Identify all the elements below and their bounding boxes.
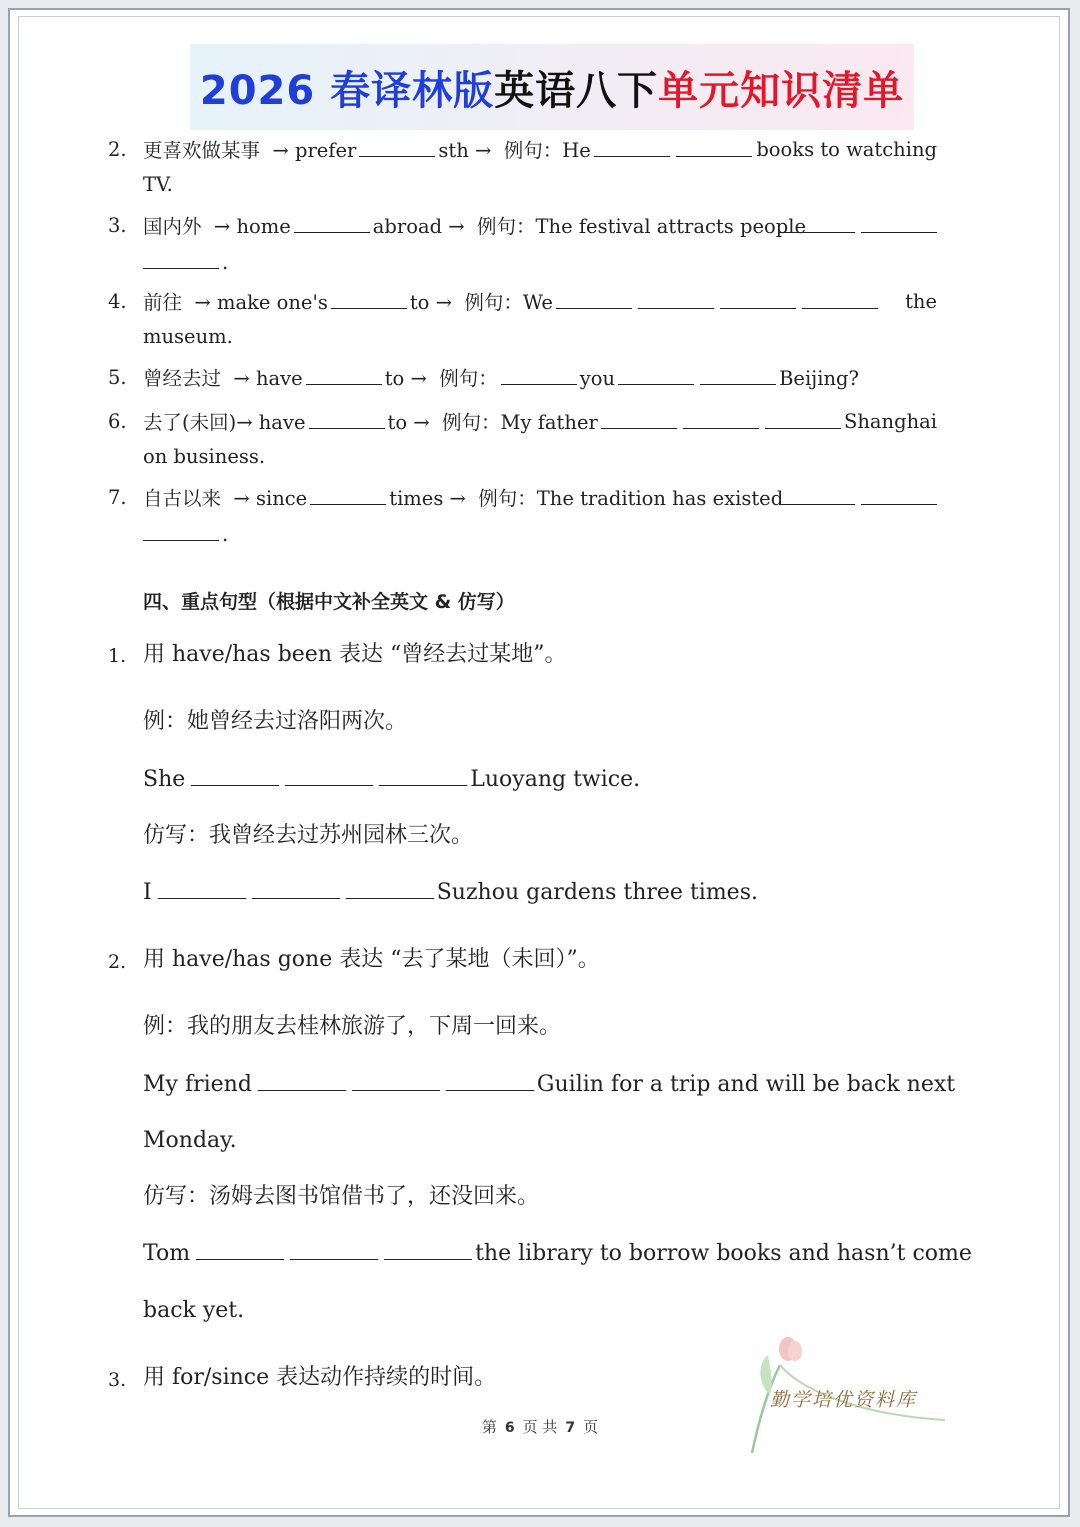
answer-blank[interactable] — [683, 410, 759, 429]
sentence-end: Luoyang twice. — [470, 767, 641, 792]
example-label: 例句： — [439, 367, 498, 390]
answer-blank[interactable] — [720, 290, 796, 309]
phrase-part: times → — [389, 487, 466, 510]
sentence-start: I — [143, 880, 152, 905]
phrase-part: books to watching — [756, 138, 937, 161]
example-label: 例句：My father — [442, 411, 598, 434]
imitation-en-continuation: back yet. — [143, 1298, 245, 1323]
answer-blank[interactable] — [446, 1072, 534, 1091]
item-number: 1. — [108, 645, 127, 667]
phrase-part: sth → — [438, 139, 492, 162]
answer-blank[interactable] — [331, 290, 407, 309]
answer-blank[interactable] — [779, 486, 855, 505]
phrase-number: 2. — [108, 138, 127, 161]
phrase-part: → make one's — [194, 291, 328, 314]
item-number: 3. — [108, 1369, 127, 1391]
phrase-part: → since — [233, 487, 308, 510]
phrase-part: abroad → — [372, 215, 465, 238]
page-number: 6 — [504, 1420, 515, 1436]
answer-blank[interactable] — [861, 486, 937, 505]
phrase-number: 7. — [108, 486, 127, 509]
answer-blank[interactable] — [700, 366, 776, 385]
item-number: 2. — [108, 951, 127, 973]
answer-blank[interactable] — [143, 250, 219, 269]
title-part-1: 2026 春译林版 — [199, 67, 495, 114]
imitation-cn: 仿写：汤姆去图书馆借书了，还没回来。 — [143, 1184, 540, 1209]
answer-blank[interactable] — [352, 1072, 440, 1091]
answer-blank[interactable] — [309, 410, 385, 429]
example-label: 例句：He — [503, 139, 591, 162]
phrase-cn: 去了(未回)→ have — [143, 411, 306, 434]
answer-blank[interactable] — [310, 486, 386, 505]
phrase-part: → home — [213, 215, 291, 238]
phrase-continuation: on business. — [143, 445, 266, 468]
item-title: 用 have/has been 表达 “曾经去过某地”。 — [143, 642, 567, 667]
answer-blank[interactable] — [765, 410, 841, 429]
phrase-part: Shanghai — [843, 410, 937, 433]
phrase-continuation — [143, 522, 228, 547]
page-border — [18, 16, 1060, 1509]
answer-blank[interactable] — [556, 290, 632, 309]
sentence-start: My friend — [143, 1072, 252, 1097]
phrase-part: to → — [409, 291, 452, 314]
example-en-continuation: Monday. — [143, 1128, 237, 1153]
answer-blank[interactable] — [379, 767, 467, 786]
example-en — [143, 1071, 955, 1099]
phrase-part: to → — [387, 411, 430, 434]
sentence-start: She — [143, 767, 186, 792]
phrase-part: the — [905, 290, 937, 313]
watermark-logo — [740, 1335, 950, 1455]
sentence-end: Guilin for a trip and will be back next — [536, 1072, 956, 1097]
item-title: 用 for/since 表达动作持续的时间。 — [143, 1365, 497, 1390]
answer-blank[interactable] — [346, 880, 434, 899]
page-footer — [0, 1416, 1080, 1437]
title-banner — [190, 44, 914, 130]
phrase-cn: 国内外 — [143, 215, 202, 238]
phrase-number: 5. — [108, 366, 127, 389]
phrase-cn: 自古以来 — [143, 487, 222, 510]
phrase-number: 3. — [108, 214, 127, 237]
example-label: 例句：We — [464, 291, 553, 314]
example-cn: 例：我的朋友去桂林旅游了，下周一回来。 — [143, 1014, 562, 1039]
answer-blank[interactable] — [384, 1241, 472, 1260]
answer-blank[interactable] — [802, 290, 878, 309]
answer-blank[interactable] — [191, 767, 279, 786]
section-heading: 四、重点句型（根据中文补全英文 & 仿写） — [143, 591, 515, 613]
phrase-line — [143, 138, 937, 163]
phrase-cn: 更喜欢做某事 — [143, 139, 261, 162]
watermark-text: 勤学培优资料库 — [770, 1389, 918, 1411]
example-label: 例句：The festival attracts people — [477, 215, 806, 238]
title-part-3: 单元知识清单 — [658, 67, 905, 114]
page-total: 7 — [565, 1420, 576, 1436]
answer-blank[interactable] — [285, 767, 373, 786]
answer-blank[interactable] — [594, 138, 670, 157]
imitation-en — [143, 879, 758, 907]
title-part-2: 英语八下 — [494, 67, 659, 114]
answer-blank[interactable] — [779, 214, 855, 233]
sentence-end: the library to borrow books and hasn’t come — [475, 1241, 972, 1266]
period: . — [222, 251, 229, 274]
example-en — [143, 766, 640, 794]
phrase-line — [143, 486, 937, 511]
answer-blank[interactable] — [501, 366, 577, 385]
phrase-continuation: TV. — [143, 173, 173, 196]
phrase-continuation: museum. — [143, 325, 233, 348]
answer-blank[interactable] — [601, 410, 677, 429]
phrase-part: you — [579, 367, 616, 390]
period: . — [222, 523, 229, 546]
item-title: 用 have/has gone 表达 “去了某地（未回）”。 — [143, 947, 600, 972]
answer-blank[interactable] — [676, 138, 752, 157]
sentence-start: Tom — [143, 1241, 191, 1266]
answer-blank[interactable] — [258, 1072, 346, 1091]
imitation-cn: 仿写：我曾经去过苏州园林三次。 — [143, 823, 474, 848]
phrase-line — [143, 366, 859, 391]
sentence-end: Suzhou gardens three times. — [436, 880, 758, 905]
answer-blank[interactable] — [359, 138, 435, 157]
example-label: 例句：The tradition has existed — [478, 487, 784, 510]
phrase-part: Beijing? — [779, 367, 859, 390]
answer-blank[interactable] — [158, 880, 246, 899]
phrase-part: → have — [233, 367, 303, 390]
answer-blank[interactable] — [196, 1241, 284, 1260]
phrase-cn: 前往 — [143, 291, 183, 314]
imitation-en — [143, 1240, 972, 1268]
phrase-part: to → — [384, 367, 427, 390]
footer-text: 第 — [481, 1418, 497, 1436]
phrase-cn: 曾经去过 — [143, 367, 222, 390]
answer-blank[interactable] — [638, 290, 714, 309]
answer-blank[interactable] — [143, 522, 219, 541]
footer-text: 页 — [583, 1418, 599, 1436]
phrase-line — [143, 214, 937, 239]
phrase-part: → prefer — [272, 139, 357, 162]
phrase-line — [143, 290, 937, 315]
example-cn: 例：她曾经去过洛阳两次。 — [143, 709, 408, 734]
answer-blank[interactable] — [294, 214, 370, 233]
phrase-continuation — [143, 250, 228, 275]
answer-blank[interactable] — [861, 214, 937, 233]
answer-blank[interactable] — [290, 1241, 378, 1260]
answer-blank[interactable] — [252, 880, 340, 899]
footer-text: 页 共 — [522, 1418, 558, 1436]
phrase-line — [143, 410, 937, 435]
answer-blank[interactable] — [306, 366, 382, 385]
answer-blank[interactable] — [618, 366, 694, 385]
phrase-number: 4. — [108, 290, 127, 313]
phrase-number: 6. — [108, 410, 127, 433]
